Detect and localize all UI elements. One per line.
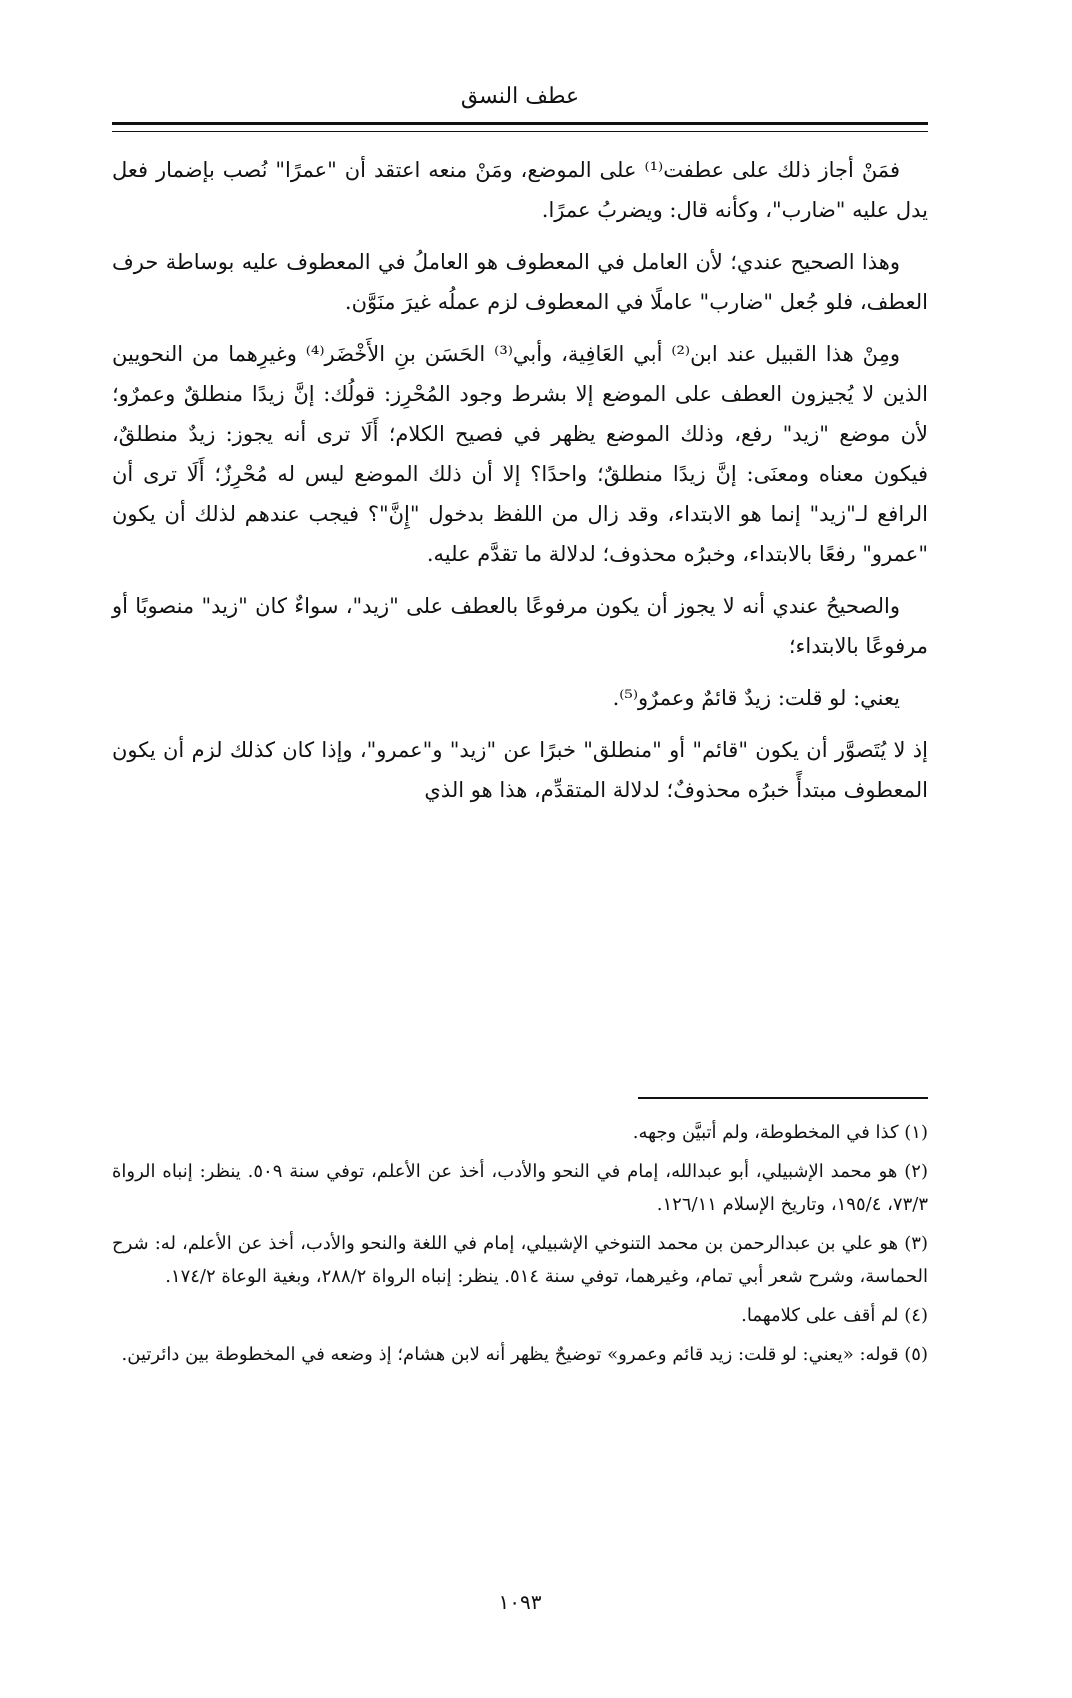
footnote-separator — [638, 1097, 928, 1099]
paragraph-1: فمَنْ أجاز ذلك على عطفت⁽¹⁾ على الموضع، ومَنْ منعه اعتقد أن "عمرًا" نُصب بإضمار فعل يدل عليه "ضارب"، وكأنه قال: ويضربُ عمرًا. — [112, 158, 928, 222]
footnote-5: (٥) قوله: «يعني: لو قلت: زيد قائم وعمرو» توضيحٌ يظهر أنه لابن هشام؛ إذ وضعه في المخطوطة بين دائرتين. — [121, 1344, 928, 1365]
paragraph-6: إذ لا يُتَصوَّر أن يكون "قائم" أو "منطلق" خبرًا عن "زيد" و"عمرو"، وإذا كان كذلك لزم أن يكون المعطوف مبتدأً خبرُه محذوفٌ؛ لدلالة المتقدِّم، هذا هو الذي — [112, 738, 928, 802]
footnote-3: (٣) هو علي بن عبدالرحمن بن محمد التنوخي الإشبيلي، إمام في اللغة والنحو والأدب، أخذ عن الأعلم، له: شرح الحماسة، وشرح شعر أبي تمام، وغيرهما، توفي سنة ٥١٤. ينظر: إنباه الرواة ٢٨٨/٢، وبغية الوعاة ١٧٤/٢. — [112, 1233, 928, 1287]
running-header: عطف النسق — [460, 84, 580, 109]
header-rule-thin — [112, 131, 928, 132]
footnote-1: (١) كذا في المخطوطة، ولم أتبيَّن وجهه. — [632, 1122, 928, 1143]
page-number: ١٠٩٣ — [498, 1590, 542, 1614]
paragraph-5: يعني: لو قلت: زيدٌ قائمٌ وعمرٌو⁽⁵⁾. — [612, 686, 900, 710]
paragraph-2: وهذا الصحيح عندي؛ لأن العامل في المعطوف هو العاملُ في المعطوف عليه بوساطة حرف العطف، فلو جُعل "ضارب" عاملًا في المعطوف لزم عملُه غيرَ منَوَّن. — [112, 250, 928, 314]
header-rule-thick — [112, 122, 928, 125]
footnote-2: (٢) هو محمد الإشبيلي، أبو عبدالله، إمام في النحو والأدب، أخذ عن الأعلم، توفي سنة ٥٠٩. ينظر: إنباه الرواة ٧٣/٣، ١٩٥/٤، وتاريخ الإسلام ١٢٦/١١. — [112, 1161, 928, 1215]
main-text — [112, 150, 928, 822]
paragraph-3: ومِنْ هذا القبيل عند ابن⁽²⁾ أبي العَافِية، وأبي⁽³⁾ الحَسَن بنِ الأَخْضَر⁽⁴⁾ وغيرِهما من النحويين الذين لا يُجيزون العطف على الموضع إلا بشرط وجود المُحْرِز: قولُك: إنَّ زيدًا منطلقٌ وعمرٌو؛ لأن موضع "زيد" رفع، وذلك الموضع يظهر في فصيح الكلام؛ أَلَا ترى أنه يجوز: زيدٌ منطلقٌ، فيكون معناه ومعنَى: إنَّ زيدًا منطلقٌ؛ واحدًا؟ إلا أن ذلك الموضع ليس له مُحْرِزٌ؛ أَلَا ترى أن الرافع لـ"زيد" إنما هو الابتداء، وقد زال من اللفظ بدخول "إِنَّ"؟ فيجب عندهم لذلك أن يكون "عمرو" رفعًا بالابتداء، وخبرُه محذوف؛ لدلالة ما تقدَّم عليه. — [112, 342, 928, 566]
footnote-4: (٤) لم أقف على كلامهما. — [741, 1305, 928, 1326]
footnotes — [112, 1116, 928, 1377]
paragraph-4: والصحيحُ عندي أنه لا يجوز أن يكون مرفوعًا بالعطف على "زيد"، سواءٌ كان "زيد" منصوبًا أو مرفوعًا بالابتداء؛ — [112, 594, 928, 658]
